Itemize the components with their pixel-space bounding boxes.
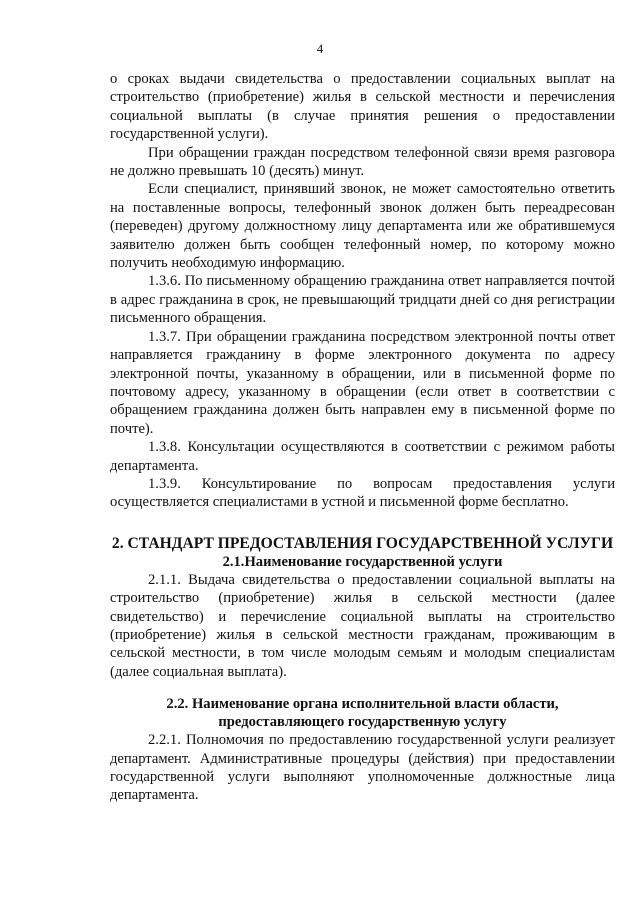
- subsection-heading-line: предоставляющего государственную услугу: [218, 714, 507, 731]
- paragraph: 1.3.6. По письменному обращению гражданина ответ направляется почтой в адрес гражданина в срок, не превышающий тридцати дней со дня регистрации письменного обращения.: [110, 273, 615, 327]
- page-number: 4: [316, 41, 324, 56]
- paragraph: о сроках выдачи свидетельства о предоставлении социальных выплат на строительство (приобретение) жилья в сельской местности и перечисления социальной выплаты (в случае принятия решения о предоставлении государственной услуги).: [110, 71, 615, 143]
- paragraph: 2.1.1. Выдача свидетельства о предоставлении социальной выплаты на строительство (приобретение) жилья в сельской местности (далее свидетельство) и перечисление социальной выплаты на строительство (приобретение) жилья в сельской местности гражданам, проживающим в сельской местности, в том числе молодым семьям и молодым специалистам (далее социальная выплата).: [110, 571, 615, 680]
- paragraph: 1.3.9. Консультирование по вопросам предоставления услуги осуществляется специалистами в устной и письменной форме бесплатно.: [110, 475, 615, 511]
- paragraph: Если специалист, принявший звонок, не может самостоятельно ответить на поставленные вопросы, телефонный звонок должен быть переадресован (переведен) другому должностному лицу департамента или же обратившемуся заявителю должен быть сообщен телефонный номер, по которому можно получить необходимую информацию.: [110, 181, 615, 272]
- paragraph: При обращении граждан посредством телефонной связи время разговора не должно превышать 10 (десять) минут.: [110, 144, 615, 180]
- subsection-heading-line: 2.2. Наименование органа исполнительной власти области,: [166, 696, 559, 713]
- paragraph: 2.2.1. Полномочия по предоставлению государственной услуги реализует департамент. Административные процедуры (действия) при предоставлении государственной услуги выполняют уполномоченные должностные лица департамента.: [110, 732, 615, 804]
- section-heading: 2. СТАНДАРТ ПРЕДОСТАВЛЕНИЯ ГОСУДАРСТВЕННОЙ УСЛУГИ: [111, 534, 614, 552]
- paragraph: 1.3.8. Консультации осуществляются в соответствии с режимом работы департамента.: [110, 439, 615, 474]
- paragraph: 1.3.7. При обращении гражданина посредством электронной почты ответ направляется гражданину в форме электронного документа по адресу электронной почты, указанному в обращении, или в письменной форме по почтовому адресу, указанному в обращении (если ответ в соответствии с обращением гражданина должен быть направлен ему в письменной форме по почте).: [110, 328, 615, 437]
- subsection-heading: [110, 695, 615, 731]
- subsection-heading: 2.1.Наименование государственной услуги: [222, 553, 503, 570]
- page-content: [110, 70, 615, 805]
